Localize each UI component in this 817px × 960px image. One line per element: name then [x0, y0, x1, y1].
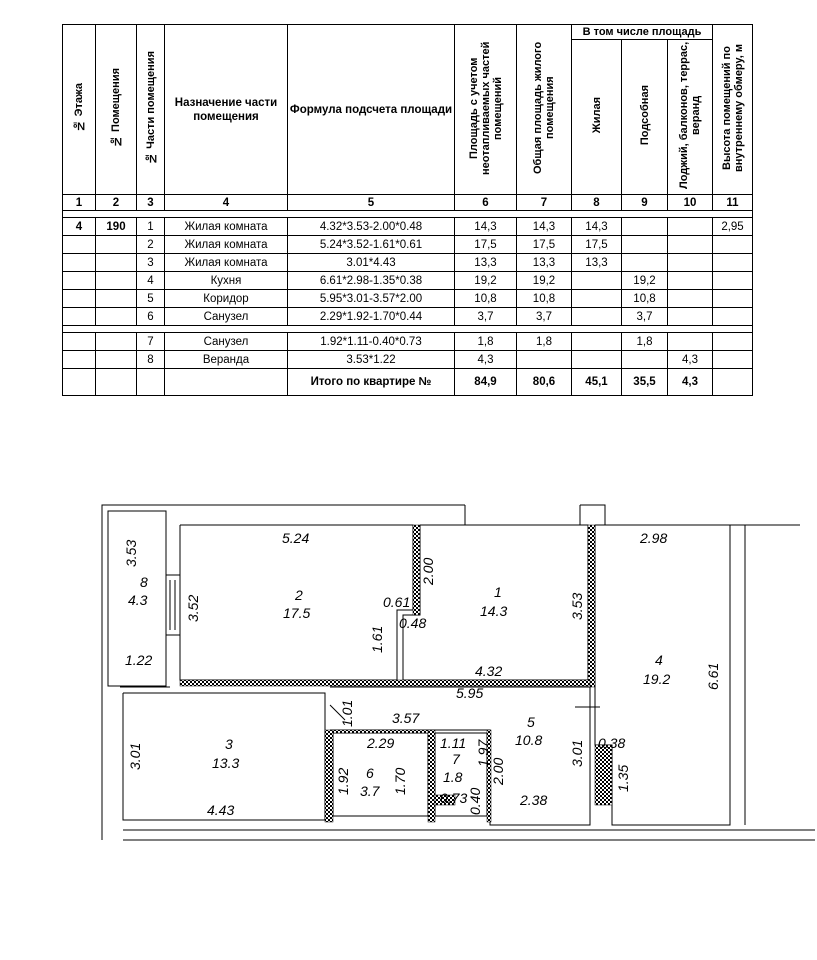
part-cell: 8 [137, 351, 165, 369]
floor-plan [0, 495, 817, 845]
area-total-cell: 13,3 [455, 254, 517, 272]
dim-label: 1.22 [125, 652, 153, 668]
area-living-total-cell [517, 351, 572, 369]
living-cell [572, 290, 622, 308]
floor-cell [63, 290, 96, 308]
room-cell [96, 308, 137, 326]
dim-label: 2.29 [367, 735, 395, 751]
header-purpose: Назначение части помещения [165, 25, 288, 195]
table-gap [63, 211, 753, 218]
col-number: 1 [63, 195, 96, 211]
room-8-area: 4.3 [128, 592, 148, 608]
living-cell [572, 308, 622, 326]
dim-label: 3.53 [123, 539, 139, 567]
height-cell: 2,95 [713, 218, 753, 236]
balcony-cell [668, 290, 713, 308]
auxiliary-cell: 10,8 [622, 290, 668, 308]
living-cell [572, 351, 622, 369]
area-living-total-cell: 19,2 [517, 272, 572, 290]
header-room-no: № Помещения [96, 25, 137, 195]
header-area-living-total: Общая площадь жилого помещения [517, 25, 572, 195]
room-8-number: 8 [140, 574, 148, 590]
room-7-number: 7 [452, 751, 460, 767]
table-row [63, 308, 753, 326]
col-number: 10 [668, 195, 713, 211]
dim-label: 3.57 [392, 710, 420, 726]
area-total-cell: 3,7 [455, 308, 517, 326]
room-cell [96, 333, 137, 351]
floor-cell [63, 308, 96, 326]
room-cell: 190 [96, 218, 137, 236]
area-living-total-cell: 14,3 [517, 218, 572, 236]
dim-label: 3.53 [569, 592, 585, 620]
dim-label: 0.40 [467, 787, 483, 815]
height-cell [713, 290, 753, 308]
header-part-no: № Части помещения [137, 25, 165, 195]
dim-label: 5.24 [282, 530, 310, 546]
dim-label: 1.61 [369, 625, 385, 653]
explication-table-wrapper [62, 24, 752, 396]
area-total-cell: 4,3 [455, 351, 517, 369]
col-number: 2 [96, 195, 137, 211]
room-3-number: 3 [225, 736, 233, 752]
total-auxiliary: 35,5 [622, 369, 668, 396]
auxiliary-cell: 1,8 [622, 333, 668, 351]
living-cell: 17,5 [572, 236, 622, 254]
table-row [63, 290, 753, 308]
formula-cell: 2.29*1.92-1.70*0.44 [288, 308, 455, 326]
living-cell [572, 333, 622, 351]
auxiliary-cell [622, 351, 668, 369]
balcony-cell [668, 272, 713, 290]
dim-label: 4.32 [475, 663, 503, 679]
dim-label: 5.95 [456, 685, 484, 701]
dim-label: 1.92 [335, 767, 351, 795]
purpose-cell: Жилая комната [165, 218, 288, 236]
area-total-cell: 17,5 [455, 236, 517, 254]
col-number: 8 [572, 195, 622, 211]
purpose-cell: Кухня [165, 272, 288, 290]
living-cell: 13,3 [572, 254, 622, 272]
auxiliary-cell [622, 236, 668, 254]
auxiliary-cell [622, 218, 668, 236]
balcony-cell [668, 218, 713, 236]
auxiliary-cell: 3,7 [622, 308, 668, 326]
room-2-area: 17.5 [283, 605, 311, 621]
room-5-number: 5 [527, 714, 535, 730]
header-height: Высота помещений по внутреннему обмеру, м [713, 25, 753, 195]
col-number: 9 [622, 195, 668, 211]
part-cell: 2 [137, 236, 165, 254]
dim-label: 1.35 [615, 764, 631, 792]
col-number: 3 [137, 195, 165, 211]
height-cell [713, 351, 753, 369]
dim-label: 2.38 [520, 792, 548, 808]
dim-label: 1.70 [392, 767, 408, 795]
floor-cell [63, 333, 96, 351]
dim-label: 3.01 [127, 742, 143, 770]
living-cell [572, 272, 622, 290]
header-auxiliary: Подсобная [622, 40, 668, 195]
part-cell: 4 [137, 272, 165, 290]
col-number: 11 [713, 195, 753, 211]
room-3-area: 13.3 [212, 755, 240, 771]
purpose-cell: Жилая комната [165, 254, 288, 272]
dim-label: 6.61 [705, 662, 721, 690]
area-living-total-cell: 1,8 [517, 333, 572, 351]
column-numbers-row [63, 195, 753, 211]
total-balcony: 4,3 [668, 369, 713, 396]
col-number: 6 [455, 195, 517, 211]
table-row [63, 254, 753, 272]
purpose-cell: Веранда [165, 351, 288, 369]
height-cell [713, 236, 753, 254]
room-cell [96, 272, 137, 290]
area-total-cell: 1,8 [455, 333, 517, 351]
dim-label: 2.98 [640, 530, 668, 546]
purpose-cell: Санузел [165, 308, 288, 326]
dim-label: 0.38 [598, 735, 626, 751]
room-5-area: 10.8 [515, 732, 543, 748]
explication-table [62, 24, 753, 396]
area-living-total-cell: 10,8 [517, 290, 572, 308]
formula-cell: 1.92*1.11-0.40*0.73 [288, 333, 455, 351]
room-6-number: 6 [366, 765, 374, 781]
living-cell: 14,3 [572, 218, 622, 236]
area-total-cell: 19,2 [455, 272, 517, 290]
area-living-total-cell: 3,7 [517, 308, 572, 326]
area-living-total-cell: 13,3 [517, 254, 572, 272]
col-number: 4 [165, 195, 288, 211]
header-incl-group: В том числе площадь [572, 25, 713, 40]
purpose-cell: Санузел [165, 333, 288, 351]
floor-cell: 4 [63, 218, 96, 236]
table-row [63, 272, 753, 290]
part-cell: 6 [137, 308, 165, 326]
formula-cell: 3.53*1.22 [288, 351, 455, 369]
area-total-cell: 14,3 [455, 218, 517, 236]
part-cell: 3 [137, 254, 165, 272]
balcony-cell [668, 333, 713, 351]
total-label: Итого по квартире № [288, 369, 455, 396]
auxiliary-cell [622, 254, 668, 272]
purpose-cell: Коридор [165, 290, 288, 308]
header-formula: Формула подсчета площади [288, 25, 455, 195]
balcony-cell: 4,3 [668, 351, 713, 369]
formula-cell: 4.32*3.53-2.00*0.48 [288, 218, 455, 236]
balcony-cell [668, 254, 713, 272]
header-area-total: Площадь с учетом неотапливаемых частей помещений [455, 25, 517, 195]
table-row [63, 333, 753, 351]
table-gap [63, 326, 753, 333]
room-cell [96, 254, 137, 272]
col-number: 5 [288, 195, 455, 211]
total-living-area: 80,6 [517, 369, 572, 396]
total-living: 45,1 [572, 369, 622, 396]
part-cell: 1 [137, 218, 165, 236]
total-area: 84,9 [455, 369, 517, 396]
floor-cell [63, 351, 96, 369]
table-row [63, 236, 753, 254]
table-row [63, 218, 753, 236]
room-4-number: 4 [655, 652, 663, 668]
dim-label: 2.00 [490, 757, 506, 785]
header-balcony: Лоджий, балконов, террас, веранд [668, 40, 713, 195]
floor-cell [63, 254, 96, 272]
formula-cell: 5.24*3.52-1.61*0.61 [288, 236, 455, 254]
room-2-number: 2 [295, 587, 303, 603]
part-cell: 7 [137, 333, 165, 351]
room-4-area: 19.2 [643, 671, 671, 687]
dim-label: 0.73 [440, 790, 468, 806]
dim-label: 1.01 [339, 699, 355, 727]
height-cell [713, 308, 753, 326]
formula-cell: 3.01*4.43 [288, 254, 455, 272]
dim-label: 3.52 [185, 594, 201, 622]
header-living: Жилая [572, 40, 622, 195]
room-cell [96, 351, 137, 369]
area-total-cell: 10,8 [455, 290, 517, 308]
formula-cell: 6.61*2.98-1.35*0.38 [288, 272, 455, 290]
dim-label: 1.11 [440, 735, 467, 751]
purpose-cell: Жилая комната [165, 236, 288, 254]
area-living-total-cell: 17,5 [517, 236, 572, 254]
height-cell [713, 254, 753, 272]
dim-label: 2.00 [420, 557, 436, 585]
dim-label: 0.48 [399, 615, 427, 631]
floor-cell [63, 272, 96, 290]
dim-label: 3.01 [569, 739, 585, 767]
room-6-area: 3.7 [360, 783, 380, 799]
height-cell [713, 333, 753, 351]
table-row [63, 351, 753, 369]
room-7-area: 1.8 [443, 769, 463, 785]
dim-label: 4.43 [207, 802, 235, 818]
formula-cell: 5.95*3.01-3.57*2.00 [288, 290, 455, 308]
auxiliary-cell: 19,2 [622, 272, 668, 290]
header-floor: № Этажа [63, 25, 96, 195]
col-number: 7 [517, 195, 572, 211]
balcony-cell [668, 236, 713, 254]
room-cell [96, 236, 137, 254]
room-1-area: 14.3 [480, 603, 508, 619]
floor-cell [63, 236, 96, 254]
balcony-cell [668, 308, 713, 326]
room-1-number: 1 [494, 584, 502, 600]
total-row [63, 369, 753, 396]
dim-label: 1.97 [475, 739, 491, 767]
dim-label: 0.61 [383, 594, 411, 610]
room-cell [96, 290, 137, 308]
height-cell [713, 272, 753, 290]
part-cell: 5 [137, 290, 165, 308]
